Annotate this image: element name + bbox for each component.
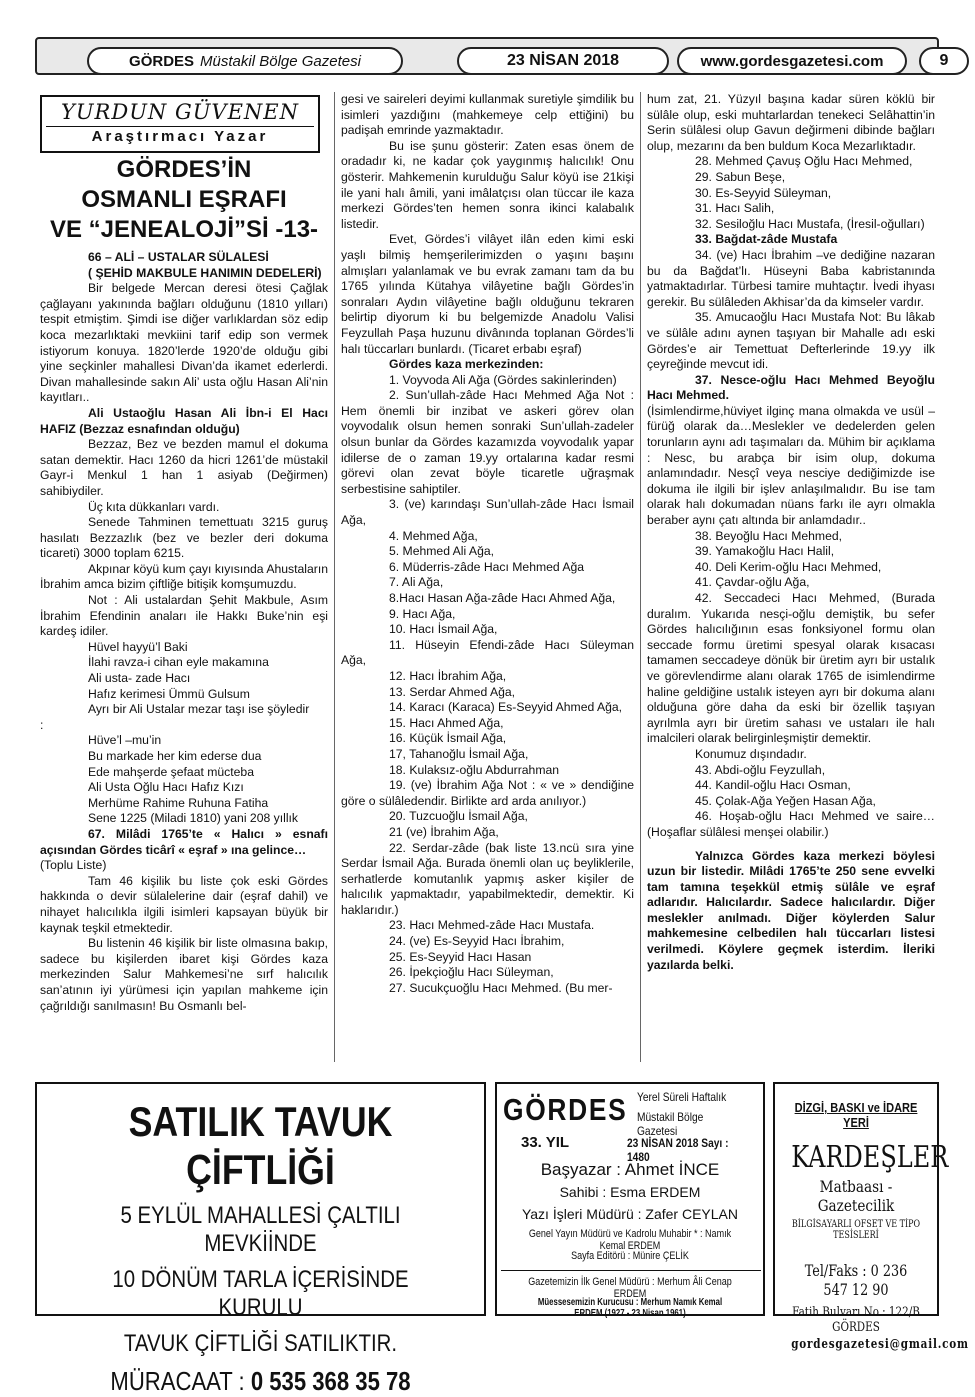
paragraph: 9. Hacı Ağa, [389, 606, 456, 621]
masthead-desc: Müstakil Bölge Gazetesi [637, 1110, 704, 1138]
website-link[interactable]: www.gordesgazetesi.com [677, 47, 907, 75]
paragraph: Sene 1225 (Miladi 1810) yani 208 yıllık [88, 811, 299, 826]
paragraph: 14. Karacı (Karaca) Es-Seyyid Ahmed Ağa, [389, 700, 623, 715]
paragraph: Hafız kerimesi Ümmü Gulsum [88, 686, 250, 701]
farm-sale-ad [35, 1082, 486, 1396]
paragraph [647, 841, 935, 849]
paragraph: 42. Seccadeci Hacı Mehmed, (Burada duralım. Yukarıda nesçi-oğlu demiştik, bu sefer Gördes halıcılığının esas fonksiyonel formu olan seccade formu üretimi spesyal olarak kısacası tamamen seccadeye dönük bir üretim ayrı bir ustalık ve görevlendirme alanı olarak 1765 de isimlendirme haline geldiğine ustalık isteyen ayrı bir dokuma alanı olduğuna göre daha da eski bir özellik taşıyan ayrılmla ayrı bir üretim sahası ve ustaları ile halı imalcileri olarak belirginleşmiştir demektir. [647, 591, 935, 746]
paragraph: 28. Mehmed Çavuş Oğlu Hacı Mehmed, [695, 154, 913, 169]
author-name: YURDUN GÜVENEN [60, 100, 299, 124]
headline-line: VE “JENEALOJİ”Sİ -13- [49, 216, 319, 243]
paragraph: 40. Deli Kerim-oğlu Hacı Mehmed, [695, 559, 882, 574]
paragraph: 4. Mehmed Ağa, [389, 528, 478, 543]
article-headline [40, 155, 328, 245]
paragraph: 66 – ALİ – USTALAR SÜLALESİ [88, 250, 269, 264]
printer-desc: BİLGİSAYARLI OFSET VE TİPO TESİSLERİ [791, 1219, 921, 1241]
paragraph: 6. Müderris-zâde Hacı Mehmed Ağa [389, 559, 585, 574]
paragraph: Ede mahşerde şefaat mücteba [88, 764, 254, 779]
paragraph: 37. Nesce-oğlu Hacı Mehmed Beyoğlu Hacı Mehmed. [647, 372, 935, 403]
paragraph: 67. Milâdi 1765’te « Halıcı » esnafı açısından Gördes ticârî « eşraf » ına gelince… [40, 826, 328, 857]
page-editor: Sayfa Editörü : Münire ÇELİK [571, 1250, 689, 1262]
paragraph: Konumuz dışındadır. [695, 746, 807, 761]
manager: Yazı İşleri Müdürü : Zafer CEYLAN [521, 1206, 739, 1222]
ad-phone: 0 535 368 35 78 [250, 1366, 411, 1396]
paragraph: 38. Beyoğlu Hacı Mehmed, [695, 528, 843, 543]
paragraph: Bu listenin 46 kişilik bir liste olmasına bakıp, sadece bu kişilerden ibaret kişi Gördes kaza merkezinden Salur Mahkemesi’ne sırf halıcılık san’atının iyi yürümesi için yapılan mahkeme için çağrıldığı sanılmasın! Bu Osmanlı bel- [40, 936, 328, 1013]
owner: Sahibi : Esma ERDEM [559, 1184, 701, 1200]
paragraph: 46. Hoşab-oğlu Hacı Mehmed ve saire…(Hoşaflar sülâlesi menşei olabilir.) [647, 809, 935, 839]
paragraph: 41. Çavdar-oğlu Ağa, [695, 575, 810, 590]
paragraph: İlahi ravza-i cihan eyle makamına [88, 655, 269, 670]
printer-sub: Matbaası - Gazetecilik [817, 1177, 895, 1215]
first-gm: Gazetemizin İlk Genel Müdürü : Merhum Âli Cenap ERDEM [528, 1276, 732, 1300]
printer-name: KARDEŞLER [791, 1140, 949, 1175]
paragraph: Ali Ustaoğlu Hasan Ali İbn-i El Hacı HAFIZ (Bezzaz esnafından olduğu) [40, 405, 328, 436]
paragraph: 31. Hacı Salih, [695, 201, 775, 216]
masthead-logo: GÖRDES [503, 1092, 628, 1127]
paragraph: 21 (ve) İbrahim Ağa, [389, 824, 499, 839]
paragraph: 39. Yamakoğlu Hacı Halil, [695, 544, 835, 559]
paragraph: 44. Kandil-oğlu Hacı Osman, [695, 778, 851, 793]
paragraph: Hüvel hayyü’l Baki [88, 639, 188, 654]
paragraph: 27. Sucukçuoğlu Hacı Mehmed. (Bu mer- [389, 980, 613, 995]
paragraph: 24. (ve) Es-Seyyid Hacı İbrahim, [389, 934, 565, 949]
paragraph: 13. Serdar Ahmed Ağa, [389, 684, 516, 699]
paragraph: 43. Abdi-oğlu Feyzullah, [695, 762, 826, 777]
paper-name: GÖRDES [129, 52, 195, 70]
founder: Müessesemizin Kurucusu : Merhum Namık Kemal ERDEM (1927 - 23.Nisan.1961) [537, 1297, 723, 1319]
paragraph: 23. Hacı Mehmed-zâde Hacı Mustafa. [389, 918, 595, 933]
paragraph: 35. Amucaoğlu Hacı Mustafa Not: Bu lâkab ve sülâle adını aynen taşıyan bir Mahalle adı eski Gördes’e air Temettuat Defterlerinde 19.yy ilk çeyreğinde mevcut idi. [647, 310, 935, 372]
masthead-desc: Yerel Süreli Haftalık [637, 1090, 727, 1104]
paragraph: gesi ve saireleri deyimi kullanmak suretiyle şimdilik bu isimleri yazdığını (mahkemeye celp ettiğini) bu padişah emrinde yazmaktadır. [341, 92, 634, 138]
article-column-2 [341, 92, 634, 996]
paragraph: Merhüme Rahime Ruhuna Fatiha [88, 795, 269, 810]
paragraph: Yalnızca Gördes kaza merkezi böylesi uzun bir listedir. Milâdi 1765’te 250 sene evvelki tam tamına teşekkül etmiş sülâle ve eşraf adlarıdır. Halıcılardır. Sadece halıcılardır. Diğer meslekler anılmadı. Diğer köylerden Salur mahkemesine celbedilen halı tüccarları listesi verilmedi. Köylere geçmek isterdim. İleriki yazılarda belki. [647, 848, 935, 972]
paragraph: 5. Mehmed Ali Ağa, [389, 544, 495, 559]
paragraph: (İsimlendirme,hüviyet ilginç mana olmakda ve usül – fürüğ olarak da…Meslekler ve dedelerden gelen torunların aynı adı taşımaları da. Mühim bir açıklama : Nesc, bu arabça bir isim olup, dokuma anlamındadır. Nesçî veya nesciye dediğimizde ise dokuma ile ilgili bir işlev anlaşılmalıdır. Bu ise tam olarak halı dokumadan nüans farkı ile ayrı olmakla beraber aynı çatı altında bir anlamdadır.. [647, 403, 935, 528]
paragraph: Bezzaz, Bez ve bezden mamul el dokuma satan demektir. Hacı 1260 da hicri 1261’de müstakil Gayr-i Menkul 1 han 1 asiyab (Değirmen) sahibiydiler. [40, 437, 328, 498]
paragraph: 1. Voyvoda Ali Ağa (Gördes sakinlerinden) [389, 372, 617, 387]
paragraph: hum zat, 21. Yüzyıl başına kadar süren köklü bir sülâle olup, eski muhtarlardan tenekeci Selâhattin’in Serin sülâlesi olup Gavun değirmeni dibinde bağları olup, mezarını da ben buldum Koca Mezarlıktadır. [647, 92, 935, 153]
ad-contact [71, 1366, 451, 1397]
paragraph: 30. Es-Seyyid Süleyman, [695, 185, 832, 200]
paragraph: Bu markade her kim ederse dua [88, 749, 262, 763]
paragraph: 33. Bağdat-zâde Mustafa [695, 232, 838, 247]
article-column-3 [647, 92, 935, 973]
paper-name-pill [87, 47, 403, 75]
paragraph: 22. Serdar-zâde (bak liste 13.ncü sıra yine Serdar İsmail Ağa. Burada önemli olan uç beyliklerile, serhatlerde komutanlık yapmış asker kişiler de halıcılık yapmaktadır, yapabilmektedir, demektir. Ki haklarıdır.) [341, 840, 634, 917]
paragraph: 45. Çolak-Ağa Yeğen Hasan Ağa, [695, 793, 876, 808]
printer-box [773, 1082, 969, 1352]
printer-address: Fatih Bulvarı No.: 122/B GÖRDES [792, 1305, 920, 1335]
paragraph: 19. (ve) İbrahim Ağa Not : « ve » dendiğine göre o sülâledendir. Birlikte ard arda anılıyor.) [341, 778, 634, 808]
author-box [40, 95, 320, 153]
paragraph: 29. Sabun Beşe, [695, 169, 786, 184]
headline-line: OSMANLI EŞRAFI [81, 186, 287, 213]
masthead-year: 33. YIL [521, 1134, 570, 1151]
general-manager: Genel Yayın Müdürü ve Kadrolu Muhabir * : Namık Kemal ERDEM [528, 1228, 732, 1252]
paragraph: 20. Tuzcuoğlu İsmail Ağa, [389, 809, 528, 824]
page-header [35, 37, 949, 75]
paragraph: Tam 46 kişilik bu liste çok eski Gördes hakkında o devir sülalelerine dair (eşraf dahil) ve nihayet halıcılıkla ilgili isimleri kapsayan büyük bir kaynak teşkil etmektedir. [40, 873, 328, 935]
paragraph: 10. Hacı İsmail Ağa, [389, 622, 498, 637]
page-number: 9 [919, 47, 969, 75]
paper-tagline: Müstakil Bölge Gazetesi [200, 52, 361, 70]
paragraph: Evet, Gördes’i vilâyet ilân eden kimi eski yaşlı bilmiş hemşerilerimizden o yaşını başını almışları yalanlamak ve bu evrak zamanı tam da bu 1765 yılında Kütahya vilâyetine bağlı Gördes’in sonraları Aydın vilâyetine bağlı olduğunu tekraren belirtip diyorum ki bu belgemizde Anadolu Valisi Feyzullah Paşa huzunu divânında toplanan Gördes’li halı tüccarları bunlardı. (Ticaret erbabı eşraf) [341, 232, 634, 356]
printer-heading: DİZGİ, BASKI ve İDARE YERİ [794, 1100, 918, 1130]
ad-title: SATILIK TAVUK ÇİFTLİĞİ [128, 1098, 393, 1193]
paragraph: 11. Hüseyin Efendi-zâde Hacı Süleyman Ağa, [341, 637, 634, 668]
paragraph: : [40, 717, 44, 732]
chief-editor: Başyazar : Ahmet İNCE [540, 1160, 720, 1179]
masthead-box [495, 1082, 765, 1319]
paragraph: Üç kıta dükkanları vardı. [88, 499, 220, 514]
paragraph: Senede Tahminen temettuatı 3215 guruş hasılatı Bezzazlık (bez ve bezler deri dokuma ticareti) 3000 toplam 6215. [40, 515, 328, 561]
ad-line: TAVUK ÇİFTLİĞİ SATILIKTIR. [123, 1330, 398, 1357]
ad-line: 10 DÖNÜM TARLA İÇERİSİNDE KURULU [112, 1266, 409, 1321]
masthead-divider [501, 1270, 761, 1271]
paragraph: 2. Sun’ullah-zâde Hacı Mehmed Ağa Not : Hem önemli bir inzibat ve askeri görev olan voyvodalık olsun hemen sonraki Sun’ullah-zadeler olsun bunlar da Gördes kazamızda voyvodalık yapar idilerse de o zaman 19.yy ortalarına kadar resmi görevi olan zevat böyle ticaretle uğraşmak serbestisine sahiptiler. [341, 388, 634, 496]
paragraph: 16. Küçük İsmail Ağa, [389, 731, 507, 746]
paragraph: 12. Hacı İbrahim Ağa, [389, 668, 507, 683]
paragraph: 18. Kulaksız-oğlu Abdurrahman [389, 762, 560, 777]
paragraph: 15. Hacı Ahmed Ağa, [389, 715, 504, 730]
paragraph: 7. Ali Ağa, [389, 575, 444, 590]
article-column-1 [40, 250, 328, 1014]
printer-email[interactable]: gordesgazetesi@gmail.com [791, 1337, 969, 1352]
paragraph: 32. Sesiloğlu Hacı Mustafa, (İresil-oğulları) [695, 216, 925, 231]
paragraph: 17, Tahanoğlu İsmail Ağa, [389, 746, 529, 761]
column-divider [640, 92, 641, 1062]
paragraph: Ayrı bir Ali Ustalar mezar taşı ise şöyledir [88, 702, 310, 717]
paragraph: Akpınar köyü kum çayı kıyısında Ahustaların İbrahim amca bizim çiftliğe bitişik komşumuzdu. [40, 561, 328, 592]
headline-line: GÖRDES’İN [116, 156, 252, 183]
paragraph: 8.Hacı Hasan Ağa-zâde Hacı Ahmed Ağa, [389, 591, 616, 605]
printer-tel: Tel/Faks : 0 236 547 12 90 [804, 1261, 908, 1299]
paragraph: Ali Usta Oğlu Hacı Hafız Kızı [88, 780, 244, 795]
paragraph: 25. Es-Seyyid Hacı Hasan [389, 949, 532, 964]
paragraph: Bu ise şunu gösterir: Zaten esas önem de oradadır ki, ne kadar çok yaygınmış halıcılık! Onu gösterir. Mahkemenin kurulduğu Salur köyü ise 21kişi ile yani halı âmili, yani imâlatçısı olan tüccar ile kaza merkezi Gördes’ten hemen sonra ikinci kalabalık listedir. [341, 138, 634, 231]
author-role: Araştırmacı Yazar [46, 126, 314, 145]
paragraph: Ali usta- zade Hacı [88, 671, 191, 686]
masthead-issue: 23 NİSAN 2018 Sayı : 1480 [627, 1136, 729, 1164]
issue-date: 23 NİSAN 2018 [457, 47, 669, 75]
paragraph: 34. (ve) Hacı İbrahim –ve dediğine nazaran bu da Bağdat’lı. Hüseyni Baba kabristanında yatmaktadırlar. Türbesi tamire muhtaçtır. İvedi ihyası gerekir. Bu sülâleden Akhisar’da da kimseler vardır. [647, 247, 935, 309]
paragraph: Hüve’l –mu’in [88, 733, 162, 748]
paragraph: 3. (ve) karındaşı Sun’ullah-zâde Hacı İsmail Ağa, [341, 497, 634, 528]
paragraph: (Toplu Liste) [40, 858, 107, 873]
paragraph: Not : Ali ustalardan Şehit Makbule, Asım İbrahim Efendinin anaları ile Hakkı Buke’nin eşi kardeş idiler. [40, 593, 328, 639]
paragraph: Bir belgede Mercan deresi ötesi Çağlak çağlayanı yakınında bağları olduğunu (1810 yılları) tespit etmiştim. Şimdi ise diğer varlıklardan söz edip koca mezarlıktaki mevkiini tarif edip son vermek istiyorum konuya. 1820’lerde 1920’de olduğu gibi yine seçkinler mahallesi Divan’da ikamet ederlerdi. Divan mahallesinde sakın Ali’ usta oğlu Hasan Ali’nin kayıtları.. [40, 281, 328, 405]
paragraph: 26. İpekçioğlu Hacı Süleyman, [389, 965, 554, 980]
paragraph: ( ŞEHİD MAKBULE HANIMIN DEDELERİ) [88, 265, 322, 280]
paragraph: Gördes kaza merkezinden: [389, 357, 544, 372]
ad-line: 5 EYLÜL MAHALLESİ ÇALTILI MEVKİİNDE [120, 1202, 401, 1257]
column-divider [334, 92, 335, 1062]
ad-contact-label: MÜRACAAT : [110, 1366, 245, 1396]
